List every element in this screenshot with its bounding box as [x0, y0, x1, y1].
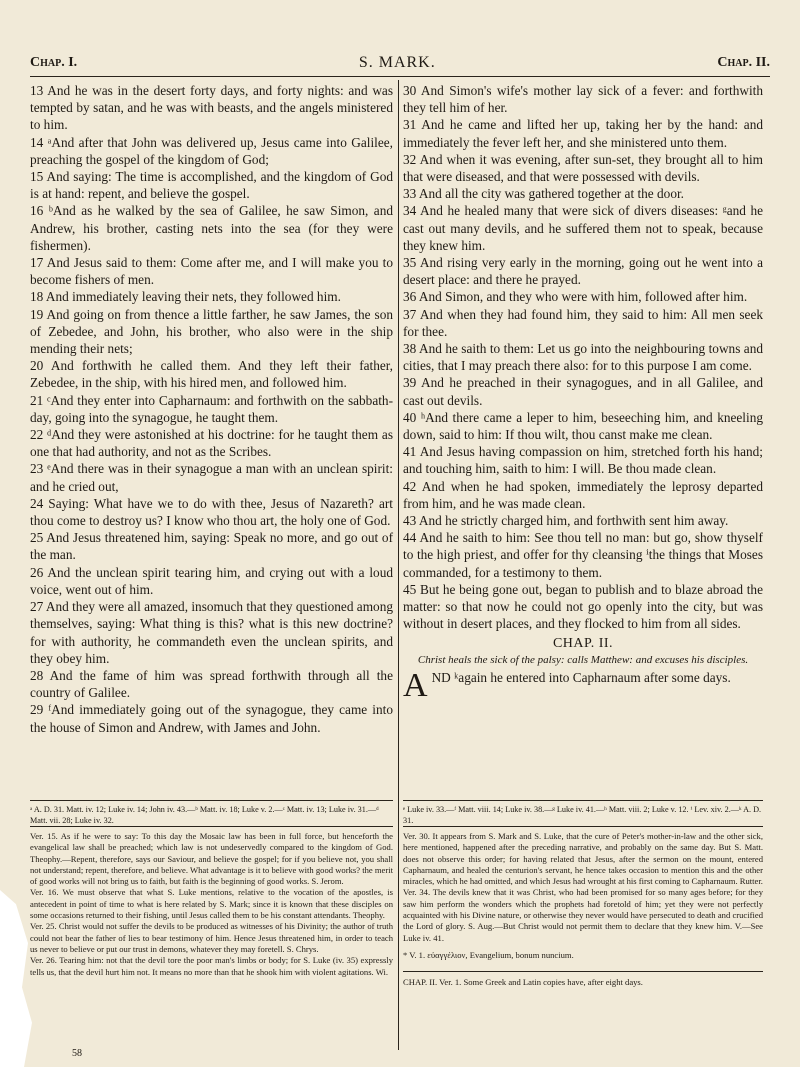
verse: 38 And he saith to them: Let us go into the neighbouring towns and cities, that I may preach there also: for to this purpose I am come. [403, 341, 763, 374]
verse: 14 ᵃAnd after that John was delivered up, Jesus came into Galilee, preaching the gospel of the kingdom of God; [30, 134, 393, 167]
verse: 17 And Jesus said to them: Come after me, and I will make you to become fishers of men. [30, 255, 393, 288]
right-column [403, 82, 763, 704]
verse: 15 And saying: The time is accomplished, and the kingdom of God is at hand: repent, and believe the gospel. [30, 169, 393, 202]
header-right-chapter: Chap. II. [717, 55, 770, 70]
left-column [30, 82, 393, 736]
verse: 40 ʰAnd there came a leper to him, beseeching him, and kneeling down, said to him: If thou wilt, thou canst make me clean. [403, 409, 763, 443]
verse: 19 And going on from thence a little farther, he saw James, the son of Zebedee, and John, his brother, who also were in the ship mending their nets; [30, 306, 393, 357]
verse: 33 And all the city was gathered together at the door. [403, 186, 685, 202]
commentary-note: Ver. 15. As if he were to say: To this day the Mosaic law has been in full force, but henceforth the evangelical law shall be preached; which law is not undeservedly compared to the kingdom of God. Theophy.—Repent, therefore, says our Saviour, and believe the gospel; for if you believe not, you shall not understand; repent, therefore, and believe. What advantage is it to believe with good works? the merit of good works will not bring us to faith, but faith is the beginning of good works. S. Jerom. [30, 831, 393, 887]
verse: 25 And Jesus threatened him, saying: Speak no more, and go out of the man. [30, 530, 393, 563]
chapter-first-verse [403, 666, 763, 704]
verse: 45 But he being gone out, began to publish and to blaze abroad the matter: so that now he could not go openly into the city, but was without in desert places, and they flocked to him from all sides. [403, 581, 763, 632]
verse: 37 And when they had found him, they said to him: All men seek for thee. [403, 306, 763, 339]
greek-footnote: * V. 1. εὐαγγέλιον, Evangelium, bonum nuncium. [403, 949, 574, 960]
verse: 36 And Simon, and they who were with him, followed after him. [403, 289, 748, 305]
commentary-note: Ver. 16. We must observe that what S. Luke mentions, relative to the vocation of the apostles, is antecedent in point of time to what is here related by S. Mark; since it is known that these disciples on some occasions returned to their fishing, until Jesus called them to be his constant attendants. Theophy. [30, 887, 393, 921]
commentary-right [403, 826, 763, 989]
commentary-note: Ver. 25. Christ would not suffer the devils to be produced as witnesses of his Divinity; the author of truth could not bear the father of lies to bear testimony of him. Hence Jesus threatened him, in order to teach us never to believe or put our trust in demons, whatever they may foretell. S. Chrys. [30, 921, 393, 954]
cross-references-left: ᵃ A. D. 31. Matt. iv. 12; Luke iv. 14; John iv. 43.—ᵇ Matt. iv. 18; Luke v. 2.—ᶜ Matt. iv. 13; Luke iv. 31.—ᵈ Matt. vii. 28; Luke iv. 32. [30, 800, 393, 826]
verse: 44 And he saith to him: See thou tell no man: but go, show thyself to the high priest, and offer for thy cleansing ⁱthe things that Moses commanded, for a testimony to them. [403, 530, 763, 580]
column-divider [398, 80, 399, 1050]
verse: 35 And rising very early in the morning, going out he went into a desert place: and there he prayed. [403, 255, 763, 288]
verse: 23 ᵉAnd there was in their synagogue a man with an unclean spirit: and he cried out, [30, 461, 393, 494]
commentary-note: Ver. 30. It appears from S. Mark and S. Luke, that the cure of Peter's mother-in-law and the other sick, here mentioned, happened after the preceding narrative, and probably on the same day. But S. Matt. does not observe this order; for having related that Jesus, after the sermon on the mount, entered Capharnaum, and healed the centurion's servant, he hence takes occasion to mention this and the other miracles, which he had omitted, and which Jesus had wrought at his first coming to Capharnaum. Rutter. [403, 831, 763, 887]
page-number: 58 [72, 1048, 82, 1059]
drop-cap: A [403, 666, 428, 704]
verse: 16 ᵇAnd as he walked by the sea of Galilee, he saw Simon, and Andrew, his brother, casting nets into the sea (for they were fishermen). [30, 203, 393, 253]
verse: 34 And he healed many that were sick of divers diseases: ᵍand he cast out many devils, and he suffered them not to speak, because they knew him. [403, 203, 763, 253]
verse: 41 And Jesus having compassion on him, stretched forth his hand; and touching him, saith to him: I will. Be thou made clean. [403, 444, 763, 477]
verse: 26 And the unclean spirit tearing him, and crying out with a loud voice, went out of him. [30, 564, 393, 597]
verse: 30 And Simon's wife's mother lay sick of a fever: and forthwith they tell him of her. [403, 83, 763, 116]
commentary-note: Ver. 26. Tearing him: not that the devil tore the poor man's limbs or body; for S. Luke (iv. 35) expressly tells us, that the devil hurt him not. It means no more than that he shook him with violent agitations. Wi. [30, 955, 393, 977]
verse: 28 And the fame of him was spread forthwith through all the country of Galilee. [30, 667, 393, 701]
header-book-title: S. MARK. [358, 54, 436, 71]
commentary-left [30, 826, 393, 978]
chapter-summary: Christ heals the sick of the palsy: calls Matthew: and excuses his disciples. [417, 653, 749, 666]
chapter-two-note: CHAP. II. Ver. 1. Some Greek and Latin copies have, after eight days. [403, 971, 763, 988]
verse: 24 Saying: What have we to do with thee, Jesus of Nazareth? art thou come to destroy us? I know who thou art, the holy one of God. [30, 495, 393, 529]
verse: 20 And forthwith he called them. And they left their father, Zebedee, in the ship, with his hired men, and followed him. [30, 358, 393, 391]
verse: 31 And he came and lifted her up, taking her by the hand: and immediately the fever left her, and she ministered unto them. [403, 117, 763, 150]
verse: 27 And they were all amazed, insomuch that they questioned among themselves, saying: What thing is this? what is this new doctrine? for with authority, he commandeth even the unclean spirits, and they obey him. [30, 599, 393, 666]
verse: 22 ᵈAnd they were astonished at his doctrine: for he taught them as one that had authority, and not as the Scribes. [30, 427, 393, 460]
header-left-chapter: Chap. I. [30, 55, 78, 70]
verse: 18 And immediately leaving their nets, they followed him. [30, 289, 341, 305]
verse: 42 And when he had spoken, immediately the leprosy departed from him, and he was made clean. [403, 478, 763, 511]
verse: 29 ᶠAnd immediately going out of the synagogue, they came into the house of Simon and Andrew, with James and John. [30, 702, 393, 735]
chapter-heading: CHAP. II. [552, 635, 614, 651]
running-header [30, 50, 770, 77]
verse: 13 And he was in the desert forty days, and forty nights: and was tempted by satan, and he was with beasts, and the angels ministered to him. [30, 83, 393, 133]
verse: 43 And he strictly charged him, and forthwith sent him away. [403, 513, 729, 529]
verse: 21 ᶜAnd they enter into Capharnaum: and forthwith on the sabbath-day, going into the synagogue, he taught them. [30, 392, 393, 425]
commentary-note: Ver. 34. The devils knew that it was Christ, who had been promised for so many ages before; for they saw him perform the wonders which the prophets had foretold of him; yet they were not perfectly acquainted with his Divine nature, or otherwise they never would have persecuted to death and crucified the Lord of glory. S. Aug.—But Christ would not permit them to declare that they knew him. V.—See Luke iv. 41. [403, 887, 763, 943]
first-verse-text: ND ᵏagain he entered into Capharnaum after some days. [431, 669, 731, 685]
cross-references-right: ᵉ Luke iv. 33.—ᶠ Matt. viii. 14; Luke iv. 38.—ᵍ Luke iv. 41.—ʰ Matt. viii. 2; Luke v. 12. ⁱ Lev. xiv. 2.—ᵏ A. D. 31. [403, 800, 763, 826]
verse: 32 And when it was evening, after sun-set, they brought all to him that were diseased, and that were possessed with devils. [403, 151, 763, 185]
verse: 39 And he preached in their synagogues, and in all Galilee, and cast out devils. [403, 375, 763, 408]
